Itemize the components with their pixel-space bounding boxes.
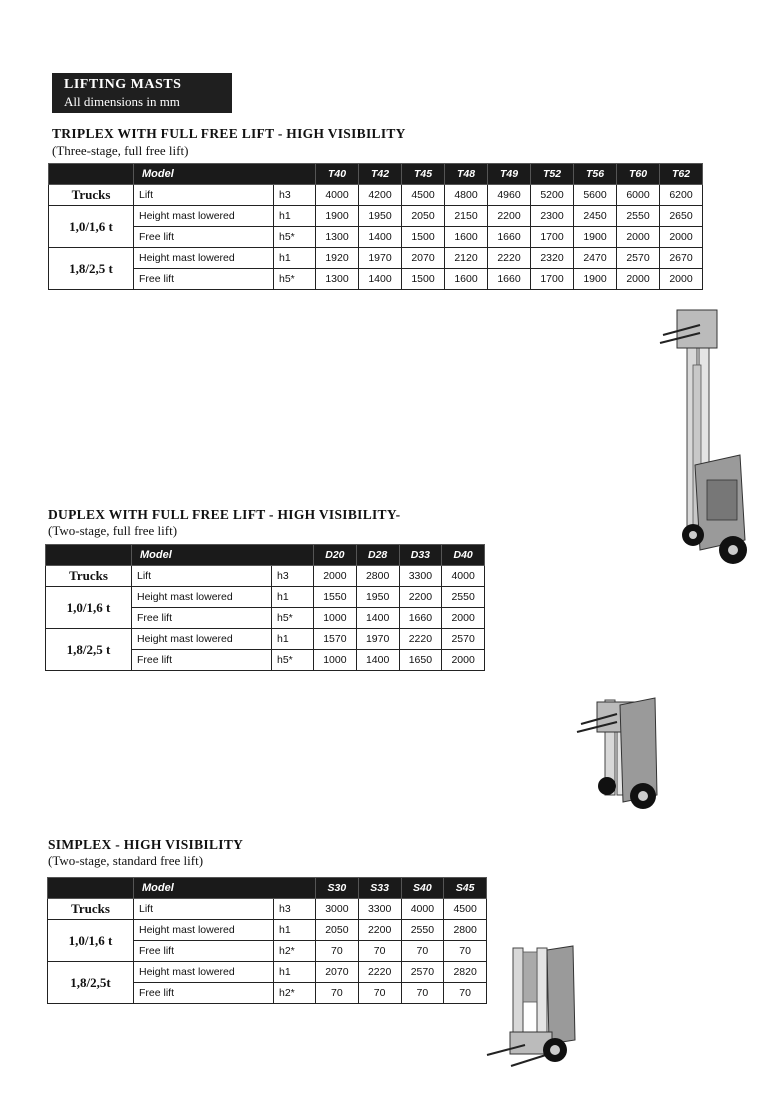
value-cell: 2120 (445, 248, 488, 269)
row-label: Free lift (132, 650, 272, 671)
value-cell: 2220 (488, 248, 531, 269)
simplex-subtitle: (Two-stage, standard free lift) (48, 853, 204, 868)
value-cell: 2300 (531, 206, 574, 227)
page-subtitle: All dimensions in mm (64, 94, 180, 109)
triplex-subtitle: (Three-stage, full free lift) (52, 143, 189, 158)
model-header-cell: S40 (401, 878, 444, 899)
value-cell: 2800 (444, 920, 487, 941)
value-cell: 2470 (574, 248, 617, 269)
row-label: Lift (132, 566, 272, 587)
value-cell: 2000 (617, 227, 660, 248)
value-cell: 70 (316, 941, 359, 962)
header-blank-cell (48, 878, 134, 899)
row-label: Height mast lowered (134, 920, 274, 941)
value-cell: 1660 (488, 227, 531, 248)
page-title: LIFTING MASTS (64, 77, 182, 92)
row-label: Height mast lowered (134, 248, 274, 269)
value-cell: 70 (444, 983, 487, 1004)
value-cell: 1920 (316, 248, 359, 269)
row-label: Height mast lowered (132, 629, 272, 650)
table-row (49, 248, 703, 269)
value-cell: 1550 (314, 587, 357, 608)
triplex-forklift-illustration (655, 305, 750, 570)
value-cell: 6000 (617, 185, 660, 206)
model-header-cell: D28 (356, 545, 399, 566)
model-header-cell: T60 (617, 164, 660, 185)
value-cell: 2000 (617, 269, 660, 290)
truck-capacity-cell: 1,0/1,6 t (49, 206, 134, 248)
row-label: Free lift (134, 269, 274, 290)
row-label: Height mast lowered (134, 962, 274, 983)
truck-capacity-cell: 1,8/2,5t (48, 962, 134, 1004)
model-header-cell: S33 (358, 878, 401, 899)
table-row (46, 629, 485, 650)
value-cell: 4960 (488, 185, 531, 206)
model-header-cell: T40 (316, 164, 359, 185)
row-label: Free lift (134, 941, 274, 962)
value-cell: 70 (358, 983, 401, 1004)
table-row (46, 587, 485, 608)
row-label: Lift (134, 185, 274, 206)
value-cell: 70 (444, 941, 487, 962)
model-header-cell: T56 (574, 164, 617, 185)
value-cell: 70 (316, 983, 359, 1004)
value-cell: 70 (358, 941, 401, 962)
triplex-title: TRIPLEX WITH FULL FREE LIFT - HIGH VISIBILITY (52, 126, 406, 141)
value-cell: 2000 (314, 566, 357, 587)
simplex-title: SIMPLEX - HIGH VISIBILITY (48, 837, 244, 852)
model-header-cell: T49 (488, 164, 531, 185)
trucks-label: Trucks (48, 899, 134, 920)
value-cell: 1500 (402, 269, 445, 290)
dimension-code: h1 (272, 629, 314, 650)
value-cell: 1660 (488, 269, 531, 290)
value-cell: 2000 (442, 650, 485, 671)
dimension-code: h5* (272, 650, 314, 671)
value-cell: 1950 (356, 587, 399, 608)
value-cell: 4200 (359, 185, 402, 206)
value-cell: 1900 (574, 269, 617, 290)
model-header-cell: T48 (445, 164, 488, 185)
model-header-cell: D40 (442, 545, 485, 566)
value-cell: 2050 (316, 920, 359, 941)
model-label: Model (134, 878, 316, 899)
dimension-code: h5* (272, 608, 314, 629)
duplex-subtitle: (Two-stage, full free lift) (48, 523, 178, 538)
value-cell: 2000 (660, 269, 703, 290)
truck-capacity-cell: 1,0/1,6 t (48, 920, 134, 962)
value-cell: 2070 (316, 962, 359, 983)
table-row (48, 962, 487, 983)
value-cell: 1400 (359, 227, 402, 248)
value-cell: 1700 (531, 269, 574, 290)
trucks-label: Trucks (46, 566, 132, 587)
value-cell: 2200 (358, 920, 401, 941)
value-cell: 2200 (488, 206, 531, 227)
value-cell: 2650 (660, 206, 703, 227)
truck-capacity-cell: 1,8/2,5 t (49, 248, 134, 290)
model-header-cell: T62 (660, 164, 703, 185)
model-header-row (46, 545, 485, 566)
row-label: Free lift (134, 983, 274, 1004)
duplex-table (45, 544, 485, 671)
model-header-cell: T42 (359, 164, 402, 185)
value-cell: 2070 (402, 248, 445, 269)
value-cell: 1400 (359, 269, 402, 290)
header-blank-cell (49, 164, 134, 185)
value-cell: 70 (401, 941, 444, 962)
value-cell: 1000 (314, 650, 357, 671)
value-cell: 2800 (356, 566, 399, 587)
value-cell: 4500 (444, 899, 487, 920)
duplex-forklift-illustration (575, 690, 665, 815)
value-cell: 2320 (531, 248, 574, 269)
table-row (49, 185, 703, 206)
value-cell: 1500 (402, 227, 445, 248)
value-cell: 1000 (314, 608, 357, 629)
table-row (49, 227, 703, 248)
model-label: Model (134, 164, 316, 185)
value-cell: 3000 (316, 899, 359, 920)
value-cell: 1600 (445, 269, 488, 290)
dimension-code: h5* (274, 227, 316, 248)
duplex-title: DUPLEX WITH FULL FREE LIFT - HIGH VISIBILITY- (48, 507, 401, 522)
value-cell: 2570 (442, 629, 485, 650)
dimension-code: h3 (272, 566, 314, 587)
table-row (46, 566, 485, 587)
value-cell: 1660 (399, 608, 442, 629)
value-cell: 2550 (617, 206, 660, 227)
table-row (48, 899, 487, 920)
table-row (49, 206, 703, 227)
value-cell: 2570 (401, 962, 444, 983)
value-cell: 1300 (316, 227, 359, 248)
value-cell: 2820 (444, 962, 487, 983)
row-label: Height mast lowered (132, 587, 272, 608)
value-cell: 1900 (574, 227, 617, 248)
triplex-table (48, 163, 703, 290)
value-cell: 1650 (399, 650, 442, 671)
value-cell: 1300 (316, 269, 359, 290)
value-cell: 4000 (401, 899, 444, 920)
value-cell: 1950 (359, 206, 402, 227)
row-label: Lift (134, 899, 274, 920)
value-cell: 3300 (399, 566, 442, 587)
dimension-code: h2* (274, 983, 316, 1004)
model-header-cell: S30 (316, 878, 359, 899)
dimension-code: h1 (274, 206, 316, 227)
model-header-cell: S45 (444, 878, 487, 899)
dimension-code: h1 (274, 962, 316, 983)
value-cell: 2000 (660, 227, 703, 248)
value-cell: 4800 (445, 185, 488, 206)
trucks-label: Trucks (49, 185, 134, 206)
value-cell: 5200 (531, 185, 574, 206)
model-header-row (49, 164, 703, 185)
truck-capacity-cell: 1,8/2,5 t (46, 629, 132, 671)
model-header-cell: T45 (402, 164, 445, 185)
simplex-forklift-illustration (485, 940, 580, 1070)
value-cell: 2200 (399, 587, 442, 608)
value-cell: 2450 (574, 206, 617, 227)
row-label: Height mast lowered (134, 206, 274, 227)
table-row (49, 269, 703, 290)
simplex-table (47, 877, 487, 1004)
value-cell: 5600 (574, 185, 617, 206)
value-cell: 1900 (316, 206, 359, 227)
model-header-cell: D20 (314, 545, 357, 566)
value-cell: 1400 (356, 608, 399, 629)
page-header (52, 73, 232, 113)
row-label: Free lift (132, 608, 272, 629)
value-cell: 1700 (531, 227, 574, 248)
value-cell: 1400 (356, 650, 399, 671)
table-row (48, 920, 487, 941)
value-cell: 1600 (445, 227, 488, 248)
value-cell: 2000 (442, 608, 485, 629)
value-cell: 2150 (445, 206, 488, 227)
model-header-cell: T52 (531, 164, 574, 185)
dimension-code: h3 (274, 899, 316, 920)
dimension-code: h1 (274, 920, 316, 941)
value-cell: 2220 (399, 629, 442, 650)
value-cell: 4500 (402, 185, 445, 206)
header-blank-cell (46, 545, 132, 566)
dimension-code: h2* (274, 941, 316, 962)
value-cell: 2550 (401, 920, 444, 941)
truck-capacity-cell: 1,0/1,6 t (46, 587, 132, 629)
value-cell: 2220 (358, 962, 401, 983)
value-cell: 2670 (660, 248, 703, 269)
value-cell: 1970 (359, 248, 402, 269)
value-cell: 2570 (617, 248, 660, 269)
model-header-cell: D33 (399, 545, 442, 566)
value-cell: 70 (401, 983, 444, 1004)
value-cell: 1570 (314, 629, 357, 650)
model-label: Model (132, 545, 314, 566)
value-cell: 4000 (316, 185, 359, 206)
dimension-code: h1 (274, 248, 316, 269)
value-cell: 1970 (356, 629, 399, 650)
value-cell: 6200 (660, 185, 703, 206)
row-label: Free lift (134, 227, 274, 248)
value-cell: 3300 (358, 899, 401, 920)
value-cell: 2550 (442, 587, 485, 608)
dimension-code: h3 (274, 185, 316, 206)
dimension-code: h5* (274, 269, 316, 290)
value-cell: 4000 (442, 566, 485, 587)
value-cell: 2050 (402, 206, 445, 227)
model-header-row (48, 878, 487, 899)
dimension-code: h1 (272, 587, 314, 608)
